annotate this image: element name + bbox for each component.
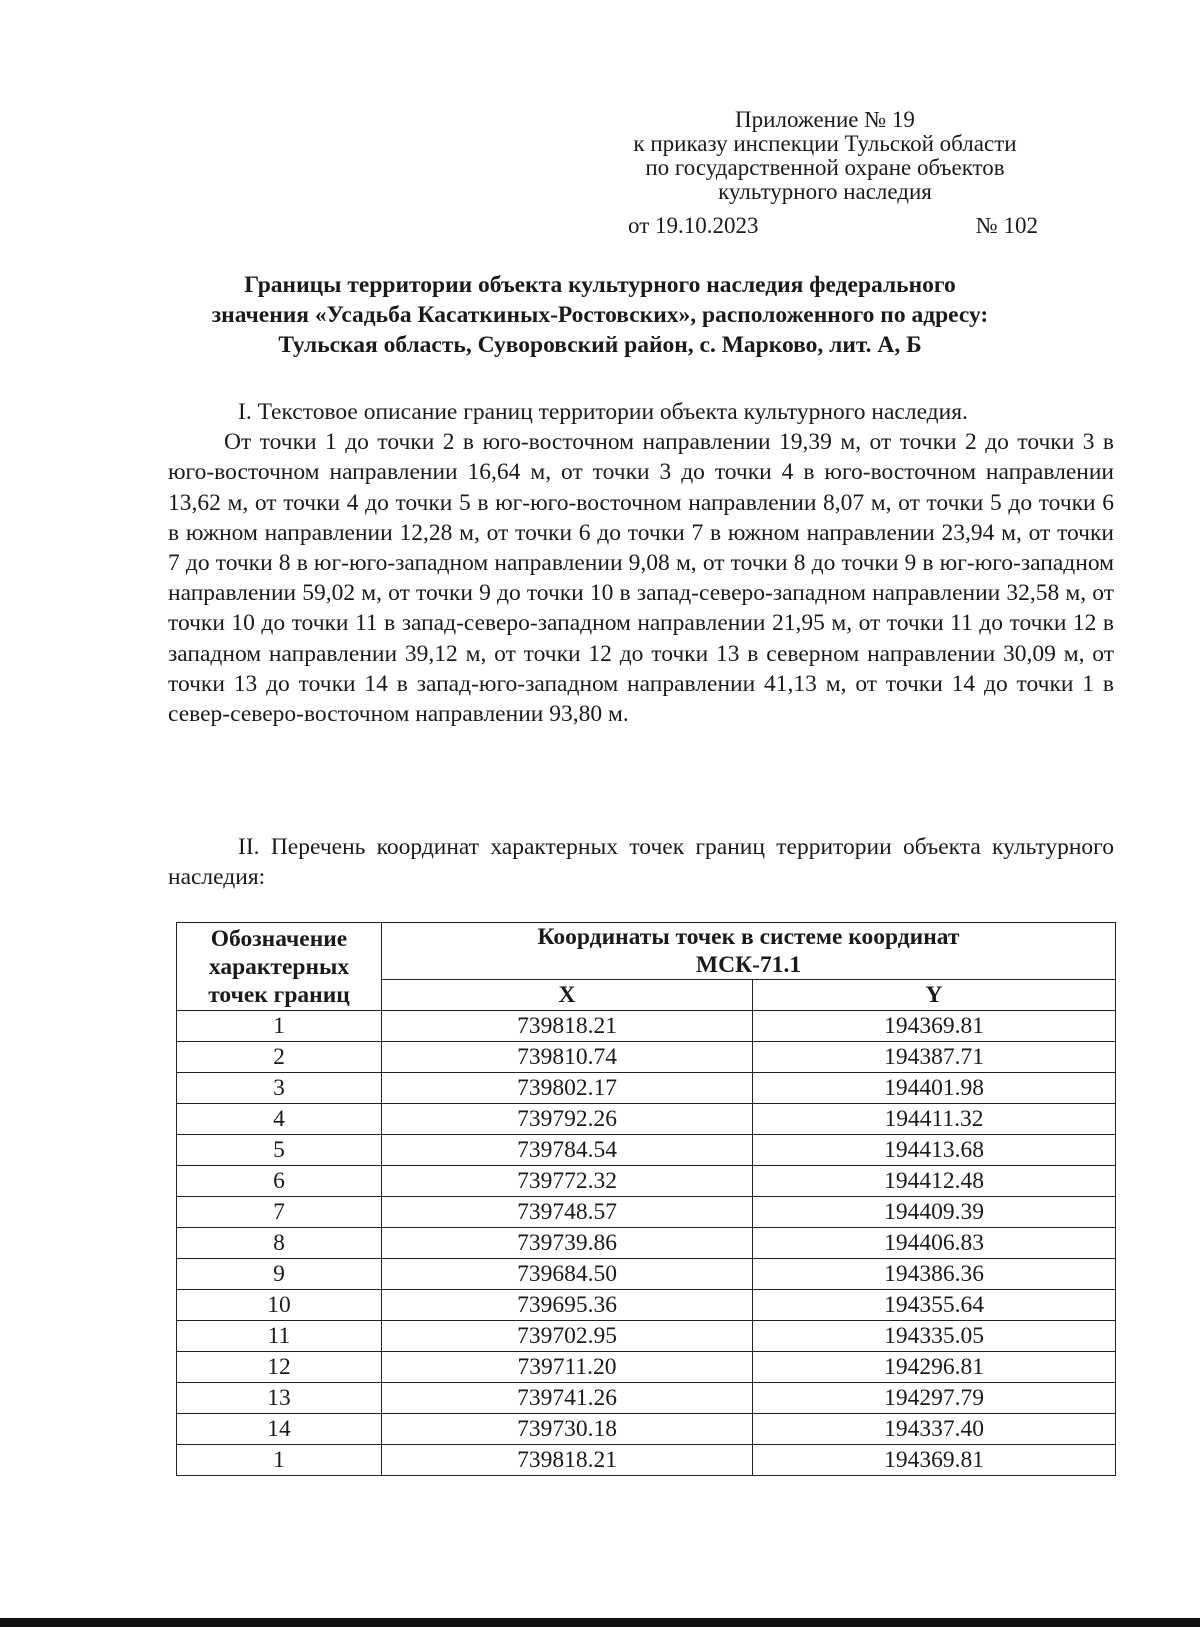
y-coordinate-cell: 194296.81 [753, 1352, 1116, 1383]
section-coordinates-intro [168, 832, 1114, 892]
table-row [177, 1166, 1116, 1197]
point-cell: 6 [177, 1166, 382, 1197]
point-cell: 7 [177, 1197, 382, 1228]
coordinates-header [382, 923, 1116, 980]
point-cell: 3 [177, 1073, 382, 1104]
y-coordinate-cell: 194411.32 [753, 1104, 1116, 1135]
y-coordinate-cell: 194337.40 [753, 1414, 1116, 1445]
y-coordinate-cell: 194297.79 [753, 1383, 1116, 1414]
x-coordinate-cell: 739772.32 [382, 1166, 753, 1197]
coordinates-header-line-1: Координаты точек в системе координат [537, 924, 960, 950]
y-coordinate-cell: 194412.48 [753, 1166, 1116, 1197]
y-coordinate-cell: 194401.98 [753, 1073, 1116, 1104]
x-coordinate-cell: 739810.74 [382, 1042, 753, 1073]
coordinates-table [176, 922, 1116, 1476]
annex-line-4: культурного наследия [718, 179, 932, 204]
designation-header-line-2: характерных [208, 953, 350, 980]
section-text-description [168, 397, 1114, 729]
table-row [177, 1135, 1116, 1166]
table-row [177, 1228, 1116, 1259]
y-coordinate-cell: 194335.05 [753, 1321, 1116, 1352]
document-title [150, 270, 1050, 360]
scan-edge-bar [0, 1618, 1200, 1627]
title-line-2: значения «Усадьба Касаткиных-Ростовских», расположенного по адресу: [211, 302, 989, 328]
x-coordinate-cell: 739818.21 [382, 1445, 753, 1476]
point-cell: 11 [177, 1321, 382, 1352]
y-coordinate-cell: 194369.81 [753, 1011, 1116, 1042]
section1-body: От точки 1 до точки 2 в юго-восточном направлении 19,39 м, от точки 2 до точки 3 в юго-восточном направлении 16,64 м, от точки 3 до точки 4 в юго-восточном направлении 13,62 м, от точки 4 до точки 5 в юг-юго-восточном направлении 8,07 м, от точки 5 до точки 6 в южном направлении 12,28 м, от точки 6 до точки 7 в южном направлении 23,94 м, от точки 7 до точки 8 в юг-юго-западном направлении 9,08 м, от точки 8 до точки 9 в юг-юго-западном направлении 59,02 м, от точки 9 до точки 10 в запад-северо-западном направлении 32,58 м, от точки 10 до точки 11 в запад-северо-западном направлении 21,95 м, от точки 11 до точки 12 в западном направлении 39,12 м, от точки 12 до точки 13 в северном направлении 30,09 м, от точки 13 до точки 14 в запад-юго-западном направлении 41,13 м, от точки 14 до точки 1 в север-северо-восточном направлении 93,80 м. [168, 429, 1114, 728]
coordinates-header-line-2: МСК-71.1 [695, 952, 802, 978]
designation-header-line-1: Обозначение [210, 925, 348, 952]
x-coordinate-cell: 739741.26 [382, 1383, 753, 1414]
annex-line-2: к приказу инспекции Тульской области [633, 131, 1017, 156]
annex-line-3: по государственной охране объектов [645, 155, 1005, 180]
x-coordinate-cell: 739792.26 [382, 1104, 753, 1135]
designation-header-line-3: точек границ [208, 981, 350, 1008]
table-row [177, 1259, 1116, 1290]
table-row [177, 1414, 1116, 1445]
point-cell: 8 [177, 1228, 382, 1259]
x-coordinate-cell: 739818.21 [382, 1011, 753, 1042]
x-coordinate-cell: 739784.54 [382, 1135, 753, 1166]
point-cell: 1 [177, 1445, 382, 1476]
point-cell: 12 [177, 1352, 382, 1383]
title-line-1: Границы территории объекта культурного наследия федерального [244, 272, 956, 298]
y-coordinate-cell: 194406.83 [753, 1228, 1116, 1259]
point-cell: 14 [177, 1414, 382, 1445]
point-cell: 1 [177, 1011, 382, 1042]
y-coordinate-cell: 194409.39 [753, 1197, 1116, 1228]
section2-heading: II. Перечень координат характерных точек границ территории объекта культурного наследия: [168, 834, 1114, 890]
x-header: X [382, 980, 753, 1011]
x-coordinate-cell: 739730.18 [382, 1414, 753, 1445]
title-line-3: Тульская область, Суворовский район, с. Марково, лит. А, Б [278, 332, 922, 358]
x-coordinate-cell: 739739.86 [382, 1228, 753, 1259]
table-row [177, 1321, 1116, 1352]
point-cell: 10 [177, 1290, 382, 1321]
annex-line-1: Приложение № 19 [735, 107, 915, 132]
point-cell: 9 [177, 1259, 382, 1290]
table-row [177, 1073, 1116, 1104]
table-row [177, 1383, 1116, 1414]
annex-date-line [628, 212, 1048, 240]
point-cell: 4 [177, 1104, 382, 1135]
annex-date: от 19.10.2023 [628, 213, 759, 238]
y-coordinate-cell: 194413.68 [753, 1135, 1116, 1166]
x-coordinate-cell: 739711.20 [382, 1352, 753, 1383]
y-header: Y [753, 980, 1116, 1011]
designation-header [177, 923, 382, 1011]
coordinates-table-body [177, 1011, 1116, 1476]
x-coordinate-cell: 739695.36 [382, 1290, 753, 1321]
x-coordinate-cell: 739802.17 [382, 1073, 753, 1104]
y-coordinate-cell: 194387.71 [753, 1042, 1116, 1073]
y-coordinate-cell: 194386.36 [753, 1259, 1116, 1290]
point-cell: 13 [177, 1383, 382, 1414]
x-coordinate-cell: 739684.50 [382, 1259, 753, 1290]
table-row [177, 1011, 1116, 1042]
y-coordinate-cell: 194355.64 [753, 1290, 1116, 1321]
y-coordinate-cell: 194369.81 [753, 1445, 1116, 1476]
table-row [177, 1352, 1116, 1383]
table-header-row [177, 923, 1116, 980]
table-row [177, 1104, 1116, 1135]
annex-header [560, 108, 1090, 204]
annex-number: № 102 [975, 213, 1038, 238]
table-row [177, 1290, 1116, 1321]
point-cell: 2 [177, 1042, 382, 1073]
x-coordinate-cell: 739702.95 [382, 1321, 753, 1352]
table-row [177, 1197, 1116, 1228]
section1-heading: I. Текстовое описание границ территории объекта культурного наследия. [238, 399, 968, 425]
table-row [177, 1042, 1116, 1073]
x-coordinate-cell: 739748.57 [382, 1197, 753, 1228]
table-row [177, 1445, 1116, 1476]
point-cell: 5 [177, 1135, 382, 1166]
